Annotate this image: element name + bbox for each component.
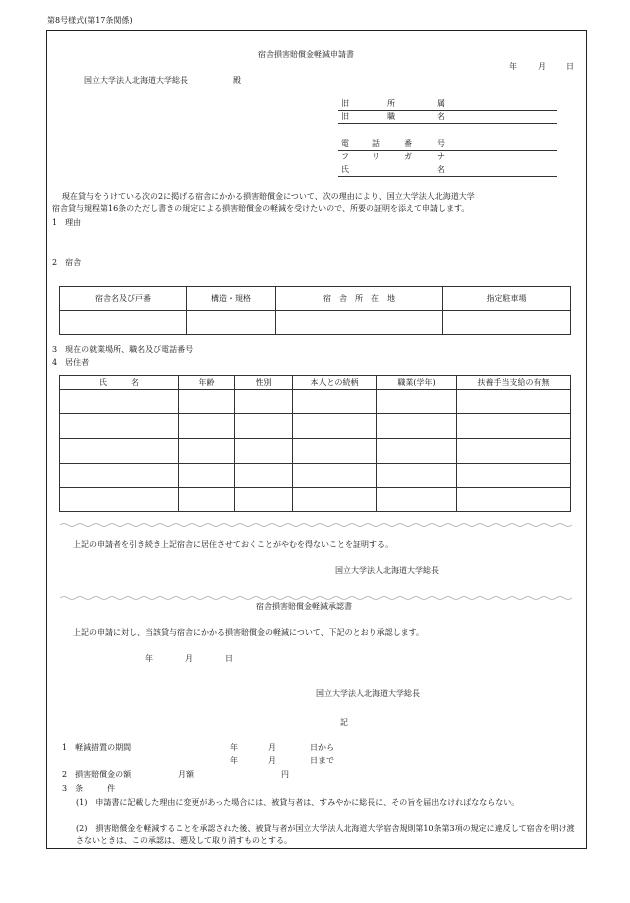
period-from-year: 年 bbox=[230, 743, 238, 752]
field-old-position-3: 名 bbox=[437, 112, 445, 121]
field-old-position-2: 職 bbox=[387, 112, 395, 121]
field-old-affiliation-2: 所 bbox=[387, 99, 395, 108]
resident-cell[interactable] bbox=[457, 488, 571, 512]
amount-label: 2 損害賠償金の額 bbox=[62, 770, 132, 779]
certification-text: 上記の申請者を引き続き上記宿舎に居住させておくことがやむを得ないことを証明する。 bbox=[73, 540, 393, 549]
period-label: 1 軽減措置の期間 bbox=[62, 743, 132, 752]
approval-date-year: 年 bbox=[145, 654, 153, 663]
housing-header-structure: 構造・規格 bbox=[187, 287, 276, 311]
housing-header-location: 宿 舎 所 在 地 bbox=[276, 287, 443, 311]
resident-cell[interactable] bbox=[293, 414, 377, 439]
resident-cell[interactable] bbox=[60, 414, 179, 439]
table-row bbox=[60, 464, 571, 488]
condition-1: (1) 申請書に記載した理由に変更があった場合には、被貸与者は、すみやかに総長に、その旨を届出なければなならない。 bbox=[76, 798, 520, 807]
resident-cell[interactable] bbox=[235, 390, 293, 414]
field-furigana-2: リ bbox=[372, 152, 380, 161]
resident-cell[interactable] bbox=[179, 439, 235, 464]
resident-cell[interactable] bbox=[457, 390, 571, 414]
resident-cell[interactable] bbox=[377, 464, 457, 488]
housing-cell[interactable] bbox=[187, 311, 276, 335]
housing-header-name: 宿舎名及び戸番 bbox=[60, 287, 187, 311]
honorific: 殿 bbox=[233, 76, 241, 85]
resident-cell[interactable] bbox=[60, 439, 179, 464]
resident-cell[interactable] bbox=[377, 414, 457, 439]
period-from-month: 月 bbox=[268, 743, 276, 752]
resident-cell[interactable] bbox=[235, 414, 293, 439]
old-affiliation-line bbox=[338, 110, 557, 111]
resident-cell[interactable] bbox=[293, 439, 377, 464]
period-until-year: 年 bbox=[230, 756, 238, 765]
housing-table bbox=[59, 286, 571, 335]
body-line-2: 宿舎貸与規程第16条のただし書きの規定による損害賠償金の軽減を受けたいので、所要の証明を添えて申請します。 bbox=[52, 204, 470, 213]
field-phone-1: 電 bbox=[341, 139, 349, 148]
table-row bbox=[60, 488, 571, 512]
field-old-affiliation-1: 旧 bbox=[341, 99, 349, 108]
period-until: 日まで bbox=[310, 756, 334, 765]
item-workplace: 3 現在の就業場所、職名及び電話番号 bbox=[52, 345, 194, 354]
housing-cell[interactable] bbox=[443, 311, 571, 335]
resident-cell[interactable] bbox=[60, 464, 179, 488]
resident-cell[interactable] bbox=[293, 390, 377, 414]
amount-yen: 円 bbox=[281, 770, 289, 779]
wavy-separator bbox=[60, 522, 572, 528]
addressee: 国立大学法人北海道大学総長 bbox=[84, 76, 188, 85]
resident-header-relation: 本人との続柄 bbox=[293, 376, 377, 390]
resident-cell[interactable] bbox=[457, 439, 571, 464]
resident-cell[interactable] bbox=[293, 464, 377, 488]
field-name-2: 名 bbox=[437, 165, 445, 174]
resident-cell[interactable] bbox=[60, 390, 179, 414]
certification-signer: 国立大学法人北海道大学総長 bbox=[335, 566, 439, 575]
resident-cell[interactable] bbox=[235, 439, 293, 464]
table-row bbox=[60, 439, 571, 464]
field-furigana-1: フ bbox=[341, 152, 349, 161]
item-housing: 2 宿舎 bbox=[52, 258, 82, 267]
resident-cell[interactable] bbox=[377, 488, 457, 512]
resident-header-occupation: 職業(学年) bbox=[377, 376, 457, 390]
condition-2: (2) 損害賠償金を軽減することを承認された後、被貸与者が国立大学法人北海道大学宿舎規則第10条第3項の規定に違反して宿舎を明け渡さないときは、この承認は、遡及して取り消すものとする。 bbox=[76, 824, 575, 845]
resident-cell[interactable] bbox=[60, 488, 179, 512]
period-until-month: 月 bbox=[268, 756, 276, 765]
resident-cell[interactable] bbox=[179, 414, 235, 439]
wavy-separator bbox=[60, 595, 572, 601]
resident-header-sex: 性別 bbox=[235, 376, 293, 390]
approval-date-month: 月 bbox=[185, 654, 193, 663]
application-date-day: 日 bbox=[566, 62, 574, 71]
resident-cell[interactable] bbox=[235, 488, 293, 512]
period-from: 日から bbox=[310, 743, 334, 752]
conditions-label: 3 条 件 bbox=[62, 784, 116, 793]
resident-header-allowance: 扶養手当支給の有無 bbox=[457, 376, 571, 390]
resident-cell[interactable] bbox=[377, 439, 457, 464]
amount-monthly: 月額 bbox=[178, 770, 194, 779]
table-row bbox=[60, 390, 571, 414]
name-line bbox=[338, 176, 557, 177]
resident-cell[interactable] bbox=[457, 414, 571, 439]
resident-cell[interactable] bbox=[179, 464, 235, 488]
field-furigana-4: ナ bbox=[437, 152, 445, 161]
table-row bbox=[60, 414, 571, 439]
field-old-affiliation-3: 属 bbox=[437, 99, 445, 108]
field-old-position-1: 旧 bbox=[341, 112, 349, 121]
resident-cell[interactable] bbox=[179, 488, 235, 512]
form-number: 第8号様式(第17条関係) bbox=[47, 16, 133, 25]
approval-text: 上記の申請に対し、当該貸与宿舎にかかる損害賠償金の軽減について、下記のとおり承認します。 bbox=[73, 628, 425, 637]
resident-header-name: 氏 名 bbox=[60, 376, 179, 390]
body-line-1: 現在貸与をうけている次の2に掲げる宿舎にかかる損害賠償金について、次の理由により、国立大学法人北海道大学 bbox=[62, 192, 475, 201]
housing-header-parking: 指定駐車場 bbox=[443, 287, 571, 311]
item-reason: 1 理由 bbox=[52, 218, 82, 227]
housing-cell[interactable] bbox=[60, 311, 187, 335]
application-date-year: 年 bbox=[509, 62, 517, 71]
field-phone-3: 番 bbox=[404, 139, 412, 148]
resident-cell[interactable] bbox=[235, 464, 293, 488]
field-furigana-3: ガ bbox=[404, 152, 412, 161]
item-residents: 4 居住者 bbox=[52, 358, 90, 367]
phone-line bbox=[338, 150, 557, 151]
resident-cell[interactable] bbox=[377, 390, 457, 414]
application-title: 宿舎損害賠償金軽減申請書 bbox=[258, 50, 354, 59]
application-date-month: 月 bbox=[538, 62, 546, 71]
approval-title: 宿舎損害賠償金軽減承認書 bbox=[256, 602, 352, 611]
resident-header-age: 年齢 bbox=[179, 376, 235, 390]
residents-table bbox=[59, 375, 571, 512]
resident-cell[interactable] bbox=[457, 464, 571, 488]
field-phone-4: 号 bbox=[437, 139, 445, 148]
ki-mark: 記 bbox=[340, 718, 348, 727]
resident-cell[interactable] bbox=[179, 390, 235, 414]
field-name-1: 氏 bbox=[341, 165, 349, 174]
field-phone-2: 話 bbox=[372, 139, 380, 148]
housing-cell[interactable] bbox=[276, 311, 443, 335]
approval-signer: 国立大学法人北海道大学総長 bbox=[316, 689, 420, 698]
old-position-line bbox=[338, 123, 557, 124]
approval-date-day: 日 bbox=[225, 654, 233, 663]
resident-cell[interactable] bbox=[293, 488, 377, 512]
